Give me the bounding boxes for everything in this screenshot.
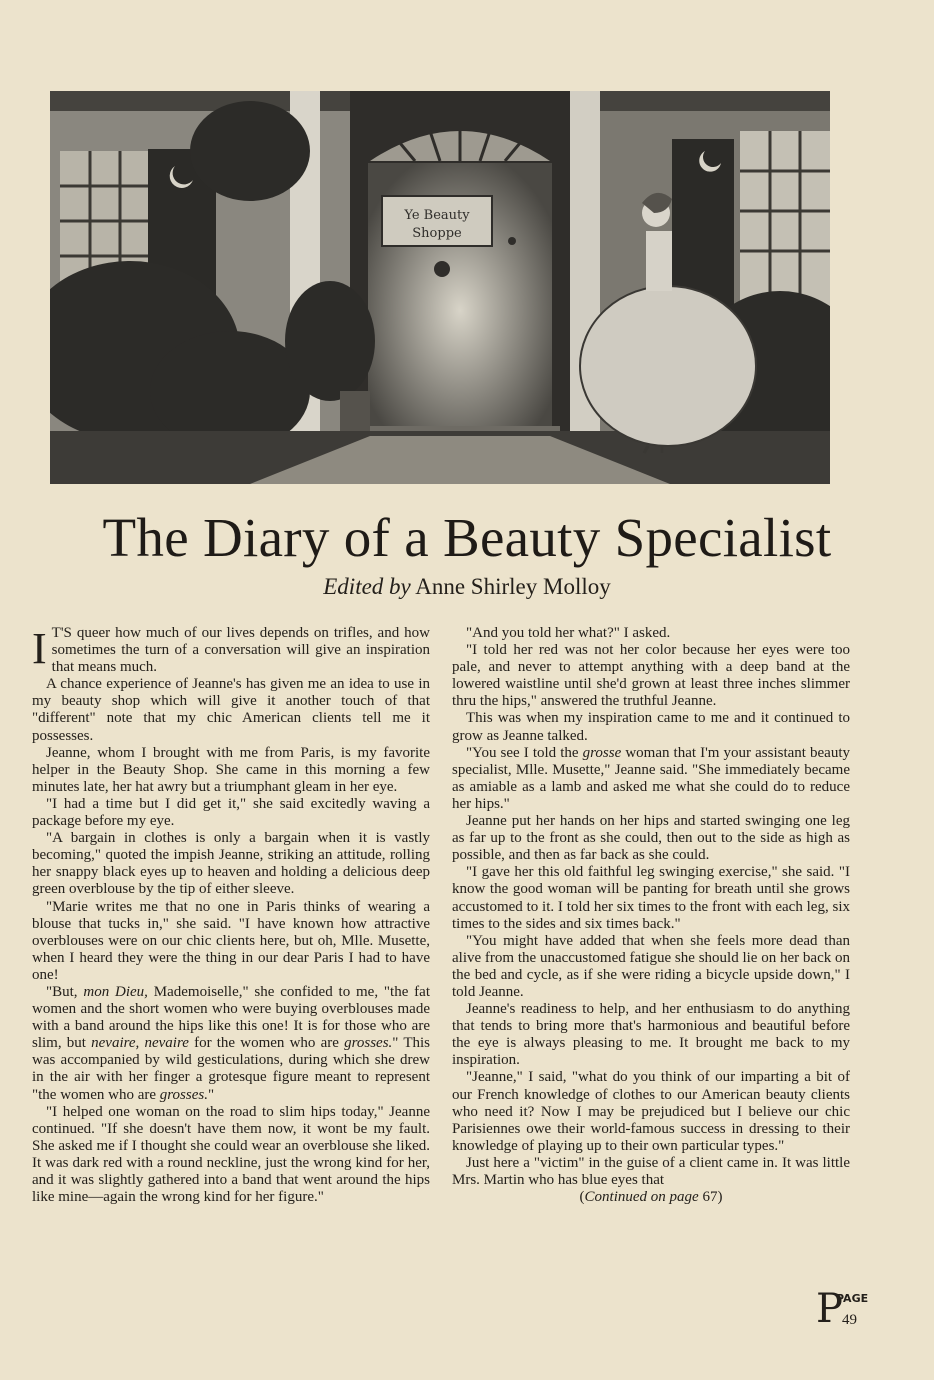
paragraph: "I gave her this old faithful leg swinging exercise," she said. "I know the good woman will be panting for breath until she grows accustomed to it. I told her six times to the front with each leg, six times to the sides and six times back." — [452, 864, 850, 932]
paragraph: "You might have added that when she feels more dead than alive from the unaccustomed fatigue she should lie on her back on the bed and cycle, as if she were riding a bicycle upside down," I told Jeanne. — [452, 932, 850, 1000]
right-column — [452, 625, 850, 1206]
article-title: The Diary of a Beauty Specialist — [102, 507, 832, 568]
page-number: 49 — [842, 1312, 857, 1328]
drop-cap: I — [32, 624, 47, 673]
left-column — [32, 625, 430, 1206]
paragraph: Jeanne's readiness to help, and her enthusiasm to do anything that tends to bring more that's harmonious and beautiful before the eye is always pleasing to me. It brought me back to my inspiration. — [452, 1001, 850, 1069]
paragraph: Jeanne, whom I brought with me from Paris, is my favorite helper in the Beauty Shop. She came in this morning a few minutes late, her hat awry but a triumphant gleam in her eye. — [32, 744, 430, 795]
beauty-shop-illustration — [50, 91, 830, 484]
beauty-shop-doorway-illustration — [50, 91, 830, 484]
logo-text: PAGE — [836, 1292, 869, 1305]
paragraph: "I had a time but I did get it," she said excitedly waving a package before my eye. — [32, 795, 430, 830]
paragraph: This was when my inspiration came to me and it continued to grow as Jeanne talked. — [452, 710, 850, 744]
continued-note: (Continued on page 67) — [579, 1189, 723, 1206]
byline-edited-label: Edited by — [323, 574, 411, 599]
paragraph: "I told her red was not her color because her eyes were too pale, and never to attempt anything with a deep band at the lowered waistline until she'd grown at least three inches slimmer thru the hips," answered the truthful Jeanne. — [452, 642, 850, 710]
paragraph: "I helped one woman on the road to slim hips today," Jeanne continued. "If she doesn't have them now, it wont be my fault. She asked me if I thought she could wear an overblouse she liked. It was dark red with a round neckline, just the wrong kind for her, and it was slightly gathered into a band that went around the hips like mine—again the wrong kind for her figure." — [32, 1103, 430, 1206]
paragraph: "But, mon Dieu, Mademoiselle," she confided to me, "the fat women and the short women who were buying overblouses made with a band around the hips like this one! It is for those who are slim, but nevaire, nevaire for the women who are grosses." This was accompanied by wild gesticulations, during which she drew in the air with her finger a grotesque figure meant to represent "the women who are grosses." — [32, 983, 430, 1103]
byline-author: Anne Shirley Molloy — [415, 574, 611, 599]
paragraph: "A bargain in clothes is only a bargain when it is vastly becoming," quoted the impish Jeanne, striking an attitude, rolling her snappy black eyes up to heaven and holding a delicious deep green overblouse by the tip of either sleeve. — [32, 830, 430, 898]
svg-text:Ye Beauty: Ye Beauty — [404, 208, 470, 223]
byline — [0, 573, 934, 601]
paragraph: Just here a "victim" in the guise of a client came in. It was little Mrs. Martin who has blue eyes that — [452, 1154, 850, 1188]
paragraph: "Marie writes me that no one in Paris thinks of wearing a blouse that tucks in," she said. "I have known how attractive overblouses were on our chic clients here, but oh, Mlle. Musette, when I heard they were the thing in our dear Paris I had to have one! — [32, 898, 430, 983]
paragraph: A chance experience of Jeanne's has given me an idea to use in my beauty shop which will give it another touch of that "different" note that my chic American clients tell me it possesses. — [32, 676, 430, 744]
paragraph: "And you told her what?" I asked. — [466, 625, 671, 641]
svg-text:Shoppe: Shoppe — [412, 226, 462, 241]
paragraph: Jeanne put her hands on her hips and started swinging one leg as far up to the front as she could, then out to the side as high as possible, and then as far back as she could. — [452, 813, 850, 864]
paragraph: "Jeanne," I said, "what do you think of our imparting a bit of our French knowledge of clothes to our American beauty clients who need it? Now I may be prejudiced but I believe our chic Parisiennes owe their world-famous success in dressing to their knowledge of playing up to their own particular types." — [452, 1069, 850, 1154]
svg-text:P: P — [816, 1286, 843, 1332]
paragraph: "You see I told the grosse woman that I'm your assistant beauty specialist, Mlle. Musette," Jeanne said. "She immediately became as amiable as a lamb and asked me what she could do to reduce her hips." — [452, 744, 850, 812]
paragraph: I T'S queer how much of our lives depends on trifles, and how sometimes the turn of a conversation will give an inspiration that means much. — [32, 624, 430, 676]
